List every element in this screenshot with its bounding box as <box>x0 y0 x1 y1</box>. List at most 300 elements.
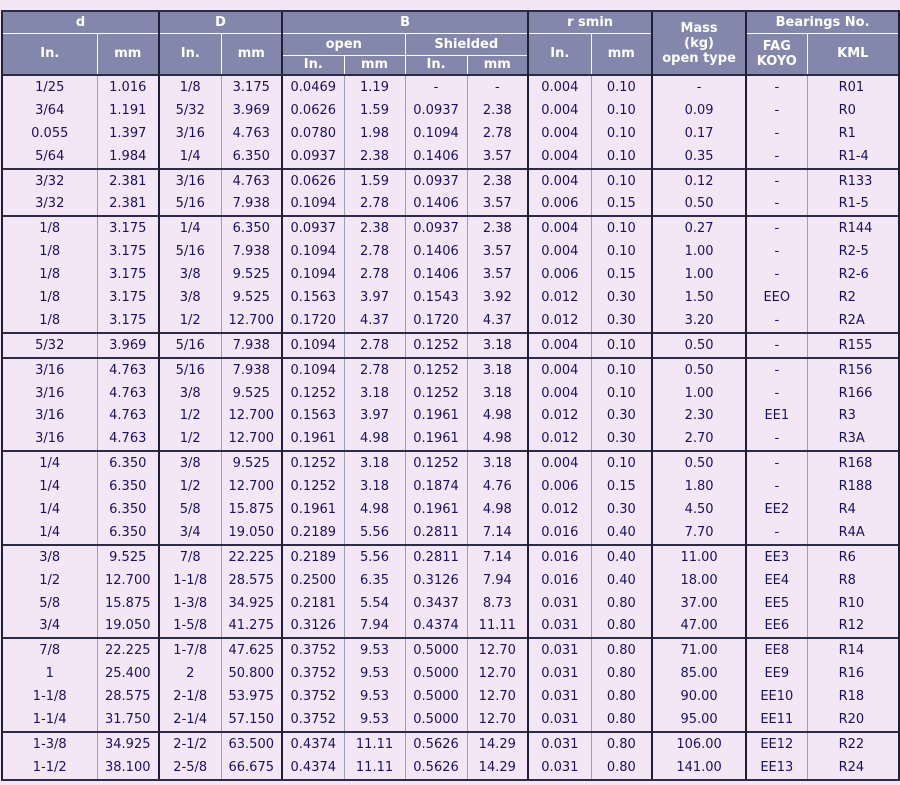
cell-b-open-in: 0.0937 <box>282 145 344 169</box>
table-row <box>2 333 899 358</box>
table-row <box>2 732 899 756</box>
table-row <box>2 192 899 216</box>
cell-b-open-in: 0.2181 <box>282 592 344 615</box>
cell-kml: R156 <box>807 358 899 382</box>
cell-mass: 1.00 <box>652 382 746 405</box>
header-D-mm: mm <box>221 33 282 75</box>
cell-mass: 37.00 <box>652 592 746 615</box>
cell-d-mm: 6.350 <box>97 475 159 498</box>
cell-fag-koyo: EE6 <box>746 614 807 638</box>
cell-D-in: 1/4 <box>159 216 221 240</box>
cell-b-open-in: 0.1252 <box>282 475 344 498</box>
cell-r-mm: 0.80 <box>591 685 652 708</box>
cell-r-mm: 0.80 <box>591 662 652 685</box>
cell-b-shielded-in: 0.0937 <box>405 216 467 240</box>
cell-d-mm: 3.175 <box>97 309 159 333</box>
cell-fag-koyo: EE8 <box>746 638 807 662</box>
header-mass: Mass (kg) open type <box>652 11 746 75</box>
cell-kml: R6 <box>807 545 899 569</box>
cell-kml: R14 <box>807 638 899 662</box>
table-row <box>2 451 899 475</box>
cell-fag-koyo: EE4 <box>746 569 807 592</box>
cell-b-shielded-mm: 4.37 <box>467 309 528 333</box>
cell-b-open-mm: 3.18 <box>344 475 405 498</box>
cell-d-mm: 1.984 <box>97 145 159 169</box>
cell-d-in: 0.055 <box>2 122 97 145</box>
cell-b-shielded-mm: 12.70 <box>467 638 528 662</box>
cell-D-in: 1/2 <box>159 427 221 451</box>
cell-mass: 1.00 <box>652 240 746 263</box>
cell-r-mm: 0.40 <box>591 545 652 569</box>
cell-d-mm: 38.100 <box>97 756 159 780</box>
cell-d-mm: 2.381 <box>97 192 159 216</box>
cell-d-in: 5/64 <box>2 145 97 169</box>
header-open-mm: mm <box>344 55 405 75</box>
header-shielded-mm: mm <box>467 55 528 75</box>
cell-r-mm: 0.10 <box>591 382 652 405</box>
cell-fag-koyo: - <box>746 240 807 263</box>
cell-r-mm: 0.80 <box>591 592 652 615</box>
cell-D-in: 3/8 <box>159 286 221 309</box>
cell-d-in: 3/4 <box>2 614 97 638</box>
cell-fag-koyo: EE1 <box>746 404 807 427</box>
cell-r-in: 0.031 <box>528 614 591 638</box>
cell-D-mm: 7.938 <box>221 240 282 263</box>
cell-d-mm: 1.016 <box>97 75 159 99</box>
cell-D-in: 1-5/8 <box>159 614 221 638</box>
cell-fag-koyo: EE10 <box>746 685 807 708</box>
cell-b-shielded-in: 0.0937 <box>405 169 467 193</box>
cell-r-in: 0.006 <box>528 263 591 286</box>
cell-b-open-in: 0.1094 <box>282 333 344 358</box>
cell-d-in: 1/8 <box>2 263 97 286</box>
table-row <box>2 404 899 427</box>
cell-b-open-in: 0.3752 <box>282 685 344 708</box>
cell-r-in: 0.031 <box>528 685 591 708</box>
cell-b-shielded-mm: 3.18 <box>467 382 528 405</box>
cell-mass: 18.00 <box>652 569 746 592</box>
cell-r-mm: 0.30 <box>591 286 652 309</box>
cell-D-mm: 12.700 <box>221 475 282 498</box>
cell-D-mm: 7.938 <box>221 333 282 358</box>
cell-b-shielded-in: 0.1252 <box>405 333 467 358</box>
cell-d-mm: 4.763 <box>97 427 159 451</box>
cell-kml: R8 <box>807 569 899 592</box>
cell-d-mm: 34.925 <box>97 732 159 756</box>
header-shielded: Shielded <box>405 33 528 55</box>
cell-b-shielded-in: 0.5000 <box>405 708 467 732</box>
cell-r-in: 0.031 <box>528 732 591 756</box>
cell-b-shielded-in: 0.1543 <box>405 286 467 309</box>
cell-b-shielded-in: 0.1961 <box>405 427 467 451</box>
cell-kml: R16 <box>807 662 899 685</box>
cell-r-in: 0.031 <box>528 638 591 662</box>
cell-D-in: 1/4 <box>159 145 221 169</box>
table-row <box>2 99 899 122</box>
cell-d-mm: 2.381 <box>97 169 159 193</box>
cell-r-mm: 0.30 <box>591 427 652 451</box>
cell-mass: 106.00 <box>652 732 746 756</box>
cell-b-shielded-in: 0.1406 <box>405 145 467 169</box>
cell-r-in: 0.012 <box>528 286 591 309</box>
cell-r-in: 0.004 <box>528 382 591 405</box>
cell-mass: 3.20 <box>652 309 746 333</box>
cell-D-mm: 28.575 <box>221 569 282 592</box>
cell-D-in: 3/8 <box>159 382 221 405</box>
cell-D-mm: 9.525 <box>221 382 282 405</box>
cell-d-in: 1-1/8 <box>2 685 97 708</box>
cell-b-shielded-mm: 11.11 <box>467 614 528 638</box>
cell-r-in: 0.004 <box>528 451 591 475</box>
header-B: B <box>282 11 528 33</box>
cell-b-shielded-mm: 2.38 <box>467 216 528 240</box>
cell-mass: 95.00 <box>652 708 746 732</box>
cell-b-shielded-mm: 14.29 <box>467 756 528 780</box>
cell-b-shielded-in: 0.1406 <box>405 192 467 216</box>
cell-r-in: 0.004 <box>528 333 591 358</box>
cell-D-in: 5/16 <box>159 333 221 358</box>
header-r-mm: mm <box>591 33 652 75</box>
cell-r-in: 0.004 <box>528 99 591 122</box>
cell-d-mm: 3.175 <box>97 286 159 309</box>
cell-mass: 0.27 <box>652 216 746 240</box>
table-row <box>2 75 899 99</box>
cell-d-mm: 25.400 <box>97 662 159 685</box>
cell-b-shielded-in: 0.5000 <box>405 638 467 662</box>
cell-b-open-mm: 5.56 <box>344 545 405 569</box>
cell-b-open-mm: 1.98 <box>344 122 405 145</box>
cell-b-open-mm: 1.59 <box>344 169 405 193</box>
table-row <box>2 382 899 405</box>
header-open-in: In. <box>282 55 344 75</box>
cell-b-shielded-in: 0.5000 <box>405 662 467 685</box>
cell-fag-koyo: EE13 <box>746 756 807 780</box>
cell-d-in: 1 <box>2 662 97 685</box>
cell-b-shielded-mm: 4.76 <box>467 475 528 498</box>
cell-D-mm: 4.763 <box>221 122 282 145</box>
cell-D-mm: 34.925 <box>221 592 282 615</box>
cell-d-in: 3/32 <box>2 169 97 193</box>
cell-d-mm: 1.397 <box>97 122 159 145</box>
cell-d-in: 1/4 <box>2 521 97 545</box>
cell-r-mm: 0.30 <box>591 498 652 521</box>
cell-kml: R20 <box>807 708 899 732</box>
cell-b-open-mm: 5.56 <box>344 521 405 545</box>
cell-b-open-in: 0.1961 <box>282 427 344 451</box>
cell-D-in: 1/2 <box>159 309 221 333</box>
header-r-smin: r smin <box>528 11 652 33</box>
cell-D-mm: 66.675 <box>221 756 282 780</box>
cell-D-mm: 4.763 <box>221 169 282 193</box>
cell-b-open-mm: 2.78 <box>344 192 405 216</box>
cell-b-shielded-mm: 12.70 <box>467 708 528 732</box>
cell-b-open-mm: 4.37 <box>344 309 405 333</box>
cell-mass: 141.00 <box>652 756 746 780</box>
cell-d-in: 1-3/8 <box>2 732 97 756</box>
table-body <box>2 75 899 780</box>
cell-fag-koyo: - <box>746 451 807 475</box>
cell-b-open-in: 0.1720 <box>282 309 344 333</box>
cell-d-mm: 22.225 <box>97 638 159 662</box>
cell-fag-koyo: - <box>746 216 807 240</box>
cell-b-shielded-mm: 3.57 <box>467 192 528 216</box>
cell-kml: R2-5 <box>807 240 899 263</box>
cell-d-in: 7/8 <box>2 638 97 662</box>
cell-mass: 90.00 <box>652 685 746 708</box>
cell-b-open-mm: 1.19 <box>344 75 405 99</box>
cell-b-shielded-mm: 14.29 <box>467 732 528 756</box>
cell-b-shielded-mm: 2.38 <box>467 169 528 193</box>
cell-d-in: 1-1/4 <box>2 708 97 732</box>
cell-r-in: 0.031 <box>528 662 591 685</box>
cell-d-mm: 4.763 <box>97 382 159 405</box>
cell-b-shielded-in: - <box>405 75 467 99</box>
cell-b-open-in: 0.0937 <box>282 216 344 240</box>
cell-D-in: 1/2 <box>159 404 221 427</box>
cell-mass: 11.00 <box>652 545 746 569</box>
cell-b-open-mm: 5.54 <box>344 592 405 615</box>
cell-b-shielded-in: 0.2811 <box>405 521 467 545</box>
cell-mass: 0.50 <box>652 451 746 475</box>
cell-D-mm: 15.875 <box>221 498 282 521</box>
table-row <box>2 122 899 145</box>
cell-b-open-mm: 2.78 <box>344 358 405 382</box>
cell-r-in: 0.012 <box>528 404 591 427</box>
cell-fag-koyo: - <box>746 99 807 122</box>
cell-D-mm: 47.625 <box>221 638 282 662</box>
cell-D-mm: 3.175 <box>221 75 282 99</box>
header-d-mm: mm <box>97 33 159 75</box>
cell-b-open-in: 0.2189 <box>282 545 344 569</box>
cell-b-shielded-in: 0.1961 <box>405 404 467 427</box>
cell-b-open-mm: 9.53 <box>344 638 405 662</box>
cell-b-shielded-mm: 4.98 <box>467 404 528 427</box>
cell-D-in: 1-3/8 <box>159 592 221 615</box>
cell-r-mm: 0.80 <box>591 614 652 638</box>
cell-r-in: 0.004 <box>528 169 591 193</box>
cell-mass: 0.50 <box>652 358 746 382</box>
cell-b-shielded-mm: 4.98 <box>467 498 528 521</box>
cell-r-mm: 0.15 <box>591 475 652 498</box>
cell-b-shielded-mm: 3.92 <box>467 286 528 309</box>
cell-r-mm: 0.10 <box>591 358 652 382</box>
cell-D-mm: 3.969 <box>221 99 282 122</box>
cell-D-in: 1-7/8 <box>159 638 221 662</box>
cell-fag-koyo: EE3 <box>746 545 807 569</box>
cell-r-mm: 0.10 <box>591 216 652 240</box>
table-row <box>2 662 899 685</box>
cell-r-mm: 0.15 <box>591 263 652 286</box>
cell-kml: R4 <box>807 498 899 521</box>
cell-b-open-mm: 3.97 <box>344 404 405 427</box>
cell-b-open-in: 0.1094 <box>282 358 344 382</box>
cell-b-shielded-in: 0.2811 <box>405 545 467 569</box>
cell-b-shielded-mm: 3.57 <box>467 145 528 169</box>
cell-d-mm: 1.191 <box>97 99 159 122</box>
cell-r-in: 0.006 <box>528 475 591 498</box>
cell-fag-koyo: EE9 <box>746 662 807 685</box>
table-row <box>2 521 899 545</box>
cell-mass: 85.00 <box>652 662 746 685</box>
cell-kml: R10 <box>807 592 899 615</box>
cell-D-in: 3/8 <box>159 263 221 286</box>
header-shielded-in: In. <box>405 55 467 75</box>
cell-d-mm: 15.875 <box>97 592 159 615</box>
cell-mass: 47.00 <box>652 614 746 638</box>
cell-mass: 0.12 <box>652 169 746 193</box>
cell-r-in: 0.004 <box>528 122 591 145</box>
header-D-in: In. <box>159 33 221 75</box>
cell-mass: 0.09 <box>652 99 746 122</box>
cell-r-mm: 0.10 <box>591 451 652 475</box>
cell-d-in: 1/8 <box>2 286 97 309</box>
cell-D-mm: 6.350 <box>221 145 282 169</box>
cell-b-shielded-in: 0.5000 <box>405 685 467 708</box>
cell-D-in: 1/2 <box>159 475 221 498</box>
table-row <box>2 614 899 638</box>
cell-r-mm: 0.10 <box>591 240 652 263</box>
cell-r-mm: 0.30 <box>591 404 652 427</box>
cell-fag-koyo: - <box>746 309 807 333</box>
cell-b-shielded-mm: 4.98 <box>467 427 528 451</box>
cell-r-in: 0.004 <box>528 75 591 99</box>
cell-D-mm: 9.525 <box>221 286 282 309</box>
header-open: open <box>282 33 405 55</box>
cell-r-in: 0.004 <box>528 240 591 263</box>
bearing-spec-table <box>1 10 900 781</box>
table-row <box>2 145 899 169</box>
cell-b-open-in: 0.1563 <box>282 286 344 309</box>
cell-kml: R133 <box>807 169 899 193</box>
cell-mass: 1.80 <box>652 475 746 498</box>
cell-kml: R0 <box>807 99 899 122</box>
header-r-in: In. <box>528 33 591 75</box>
cell-d-mm: 3.969 <box>97 333 159 358</box>
cell-r-in: 0.012 <box>528 427 591 451</box>
cell-D-in: 3/4 <box>159 521 221 545</box>
cell-d-mm: 12.700 <box>97 569 159 592</box>
table-row <box>2 358 899 382</box>
cell-mass: - <box>652 75 746 99</box>
cell-kml: R155 <box>807 333 899 358</box>
table-row <box>2 708 899 732</box>
cell-b-shielded-in: 0.3126 <box>405 569 467 592</box>
cell-r-in: 0.031 <box>528 592 591 615</box>
cell-kml: R24 <box>807 756 899 780</box>
cell-kml: R3A <box>807 427 899 451</box>
cell-r-mm: 0.30 <box>591 309 652 333</box>
cell-D-mm: 6.350 <box>221 216 282 240</box>
table-row <box>2 545 899 569</box>
table-row <box>2 240 899 263</box>
cell-b-shielded-in: 0.5626 <box>405 732 467 756</box>
cell-b-open-in: 0.1094 <box>282 192 344 216</box>
header-fag-koyo: FAG KOYO <box>746 33 807 75</box>
table-row <box>2 216 899 240</box>
cell-mass: 0.35 <box>652 145 746 169</box>
cell-d-mm: 3.175 <box>97 216 159 240</box>
cell-fag-koyo: EE5 <box>746 592 807 615</box>
cell-b-open-in: 0.2500 <box>282 569 344 592</box>
header-d-in: In. <box>2 33 97 75</box>
cell-d-in: 3/8 <box>2 545 97 569</box>
cell-r-in: 0.004 <box>528 358 591 382</box>
cell-kml: R2A <box>807 309 899 333</box>
cell-b-shielded-mm: 3.57 <box>467 240 528 263</box>
cell-kml: R188 <box>807 475 899 498</box>
cell-b-open-in: 0.1252 <box>282 382 344 405</box>
cell-fag-koyo: - <box>746 192 807 216</box>
cell-d-in: 1/8 <box>2 216 97 240</box>
cell-D-in: 1-1/8 <box>159 569 221 592</box>
cell-d-in: 3/16 <box>2 427 97 451</box>
cell-r-mm: 0.10 <box>591 99 652 122</box>
cell-D-in: 3/16 <box>159 169 221 193</box>
cell-kml: R3 <box>807 404 899 427</box>
cell-r-mm: 0.15 <box>591 192 652 216</box>
cell-fag-koyo: - <box>746 169 807 193</box>
cell-D-in: 3/8 <box>159 451 221 475</box>
cell-b-open-mm: 9.53 <box>344 685 405 708</box>
cell-b-shielded-in: 0.1252 <box>405 451 467 475</box>
header-D: D <box>159 11 282 33</box>
cell-d-mm: 28.575 <box>97 685 159 708</box>
cell-b-open-mm: 4.98 <box>344 427 405 451</box>
cell-b-open-in: 0.1252 <box>282 451 344 475</box>
cell-r-mm: 0.10 <box>591 169 652 193</box>
cell-b-shielded-in: 0.1874 <box>405 475 467 498</box>
cell-b-open-in: 0.4374 <box>282 732 344 756</box>
table-row <box>2 169 899 193</box>
table-row <box>2 685 899 708</box>
table-row <box>2 569 899 592</box>
cell-b-open-mm: 9.53 <box>344 708 405 732</box>
cell-D-mm: 7.938 <box>221 358 282 382</box>
cell-mass: 1.00 <box>652 263 746 286</box>
cell-b-open-mm: 9.53 <box>344 662 405 685</box>
cell-fag-koyo: EE2 <box>746 498 807 521</box>
cell-r-mm: 0.80 <box>591 756 652 780</box>
cell-b-shielded-in: 0.4374 <box>405 614 467 638</box>
cell-D-mm: 7.938 <box>221 192 282 216</box>
cell-d-in: 1/8 <box>2 240 97 263</box>
cell-D-in: 1/8 <box>159 75 221 99</box>
cell-b-open-mm: 2.38 <box>344 145 405 169</box>
cell-D-mm: 41.275 <box>221 614 282 638</box>
table-row <box>2 592 899 615</box>
cell-b-shielded-in: 0.1252 <box>405 382 467 405</box>
cell-b-shielded-mm: - <box>467 75 528 99</box>
cell-b-open-in: 0.0626 <box>282 99 344 122</box>
cell-b-open-in: 0.1563 <box>282 404 344 427</box>
cell-mass: 4.50 <box>652 498 746 521</box>
cell-r-in: 0.006 <box>528 192 591 216</box>
cell-fag-koyo: - <box>746 263 807 286</box>
cell-kml: R4A <box>807 521 899 545</box>
cell-D-mm: 12.700 <box>221 427 282 451</box>
cell-b-open-in: 0.3752 <box>282 662 344 685</box>
cell-b-open-mm: 2.78 <box>344 240 405 263</box>
cell-b-open-in: 0.0780 <box>282 122 344 145</box>
cell-kml: R22 <box>807 732 899 756</box>
cell-fag-koyo: - <box>746 521 807 545</box>
cell-fag-koyo: - <box>746 75 807 99</box>
cell-d-in: 1/4 <box>2 451 97 475</box>
cell-d-mm: 6.350 <box>97 521 159 545</box>
cell-mass: 0.50 <box>652 333 746 358</box>
cell-d-in: 1-1/2 <box>2 756 97 780</box>
cell-b-open-in: 0.2189 <box>282 521 344 545</box>
